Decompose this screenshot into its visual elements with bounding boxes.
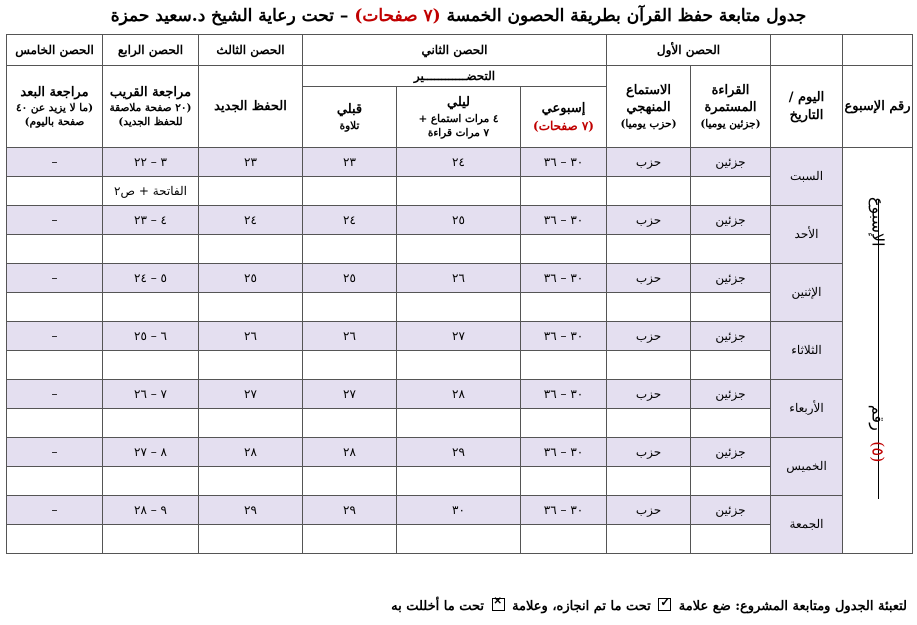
cell-blank (691, 409, 771, 438)
cell-blank (199, 409, 303, 438)
tracking-table (6, 34, 913, 554)
cell-reading: جزئين (691, 496, 771, 525)
cell-blank (303, 409, 397, 438)
day-cell: الأحد (771, 206, 843, 264)
cell-blank (199, 351, 303, 380)
cell-blank (397, 293, 521, 322)
table-row (7, 380, 913, 409)
cell-blank (7, 293, 103, 322)
cell-blank (303, 235, 397, 264)
footer-text-2: تحت ما تم انجازه، وعلامة (512, 599, 651, 614)
cell-weekly: ٣٠ – ٣٦ (521, 148, 607, 177)
cell-blank (521, 235, 607, 264)
cell-listening: حزب (607, 148, 691, 177)
cell-blank (607, 525, 691, 554)
table-row (7, 206, 913, 235)
day-cell: السبت (771, 148, 843, 206)
cell-blank (691, 525, 771, 554)
cell-blank (607, 467, 691, 496)
cell-blank (691, 235, 771, 264)
cell-before: ٢٣ (303, 148, 397, 177)
cell-blank (397, 525, 521, 554)
cell-blank (691, 293, 771, 322)
cell-near: ٨ – ٢٧ (103, 438, 199, 467)
day-cell: الإثنين (771, 264, 843, 322)
header-far-review: مراجعة البعد (ما لا يزيد عن ٤٠ صفحة باليوم) (7, 66, 103, 148)
title-pages: (٧ صفحات) (354, 6, 441, 26)
crossmark-box-icon (492, 598, 505, 611)
cell-blank (607, 235, 691, 264)
header-day: اليوم / التاريخ (771, 66, 843, 148)
cell-new: ٢٩ (199, 496, 303, 525)
cell-far: – (7, 206, 103, 235)
cell-blank (521, 177, 607, 206)
cell-far: – (7, 438, 103, 467)
table-row (7, 438, 913, 467)
cell-weekly: ٣٠ – ٣٦ (521, 322, 607, 351)
cell-near: ٥ – ٢٤ (103, 264, 199, 293)
header-blank-week (843, 35, 913, 66)
cell-near: ٤ – ٢٣ (103, 206, 199, 235)
cell-blank (7, 409, 103, 438)
day-cell: الأربعاء (771, 380, 843, 438)
cell-nightly: ٢٥ (397, 206, 521, 235)
cell-nightly: ٣٠ (397, 496, 521, 525)
page-title (0, 3, 917, 29)
cell-blank (521, 525, 607, 554)
cell-far: – (7, 380, 103, 409)
cell-before: ٢٧ (303, 380, 397, 409)
cell-far: – (7, 322, 103, 351)
cell-blank (607, 293, 691, 322)
cell-listening: حزب (607, 322, 691, 351)
cell-far: – (7, 148, 103, 177)
cell-blank (7, 235, 103, 264)
cell-blank (303, 293, 397, 322)
header-prep: التحضــــــــــــير (303, 66, 607, 87)
cell-reading: جزئين (691, 438, 771, 467)
cell-blank (303, 525, 397, 554)
cell-blank (691, 351, 771, 380)
cell-blank (521, 351, 607, 380)
cell-nightly: ٢٤ (397, 148, 521, 177)
cell-extra-note (103, 235, 199, 264)
header-new-memo: الحفظ الجديد (199, 66, 303, 148)
cell-blank (397, 467, 521, 496)
cell-weekly: ٣٠ – ٣٦ (521, 438, 607, 467)
cell-far: – (7, 264, 103, 293)
header-blank-day (771, 35, 843, 66)
cell-weekly: ٣٠ – ٣٦ (521, 380, 607, 409)
cell-before: ٢٦ (303, 322, 397, 351)
cell-blank (303, 351, 397, 380)
day-cell: الجمعة (771, 496, 843, 554)
header-fort4: الحصن الرابع (103, 35, 199, 66)
cell-new: ٢٧ (199, 380, 303, 409)
header-fort1: الحصن الأول (607, 35, 771, 66)
cell-listening: حزب (607, 496, 691, 525)
cell-blank (199, 235, 303, 264)
cell-before: ٢٤ (303, 206, 397, 235)
day-cell: الثلاثاء (771, 322, 843, 380)
cell-before: ٢٩ (303, 496, 397, 525)
cell-nightly: ٢٩ (397, 438, 521, 467)
cell-blank (7, 525, 103, 554)
header-before: قبلي تلاوة (303, 87, 397, 148)
cell-new: ٢٣ (199, 148, 303, 177)
week-label-bottom: رقم (868, 404, 888, 431)
cell-blank (607, 351, 691, 380)
footer-text-3: تحت ما أخللت به (391, 599, 484, 614)
cell-reading: جزئين (691, 322, 771, 351)
cell-extra-note: الفاتحة + ص٢ (103, 177, 199, 206)
cell-blank (7, 351, 103, 380)
cell-blank (521, 293, 607, 322)
cell-near: ٦ – ٢٥ (103, 322, 199, 351)
cell-before: ٢٥ (303, 264, 397, 293)
cell-weekly: ٣٠ – ٣٦ (521, 496, 607, 525)
cell-far: – (7, 496, 103, 525)
footer-text-1: لتعبئة الجدول ومتابعة المشروع: ضع علامة (678, 599, 907, 614)
cell-extra-note (103, 525, 199, 554)
header-nightly: ليلي ٤ مرات استماع + ٧ مرات قراءة (397, 87, 521, 148)
header-fort5: الحصن الخامس (7, 35, 103, 66)
cell-weekly: ٣٠ – ٣٦ (521, 206, 607, 235)
header-weekly: إسبوعي (٧ صفحات) (521, 87, 607, 148)
cell-nightly: ٢٦ (397, 264, 521, 293)
header-fort2: الحصن الثاني (303, 35, 607, 66)
cell-blank (607, 177, 691, 206)
cell-blank (397, 235, 521, 264)
table-row (7, 264, 913, 293)
cell-nightly: ٢٧ (397, 322, 521, 351)
cell-weekly: ٣٠ – ٣٦ (521, 264, 607, 293)
cell-blank (397, 351, 521, 380)
cell-reading: جزئين (691, 148, 771, 177)
week-cell (843, 148, 913, 554)
table-row (7, 148, 913, 177)
week-label-top: الإسبوع (868, 196, 888, 247)
cell-blank (303, 467, 397, 496)
cell-blank (521, 467, 607, 496)
cell-listening: حزب (607, 380, 691, 409)
cell-blank (691, 467, 771, 496)
cell-blank (521, 409, 607, 438)
cell-blank (199, 525, 303, 554)
title-main: جدول متابعة حفظ القرآن بطريقة الحصون الخمسة (446, 6, 807, 26)
cell-listening: حزب (607, 438, 691, 467)
cell-blank (199, 467, 303, 496)
cell-extra-note (103, 467, 199, 496)
cell-new: ٢٥ (199, 264, 303, 293)
cell-blank (607, 409, 691, 438)
cell-near: ٣ – ٢٢ (103, 148, 199, 177)
cell-extra-note (103, 351, 199, 380)
cell-blank (7, 177, 103, 206)
cell-blank (397, 177, 521, 206)
week-number: (٥) (868, 440, 888, 462)
cell-near: ٩ – ٢٨ (103, 496, 199, 525)
cell-reading: جزئين (691, 380, 771, 409)
cell-blank (199, 177, 303, 206)
cell-extra-note (103, 409, 199, 438)
table-row (7, 322, 913, 351)
cell-blank (303, 177, 397, 206)
cell-reading: جزئين (691, 206, 771, 235)
cell-nightly: ٢٨ (397, 380, 521, 409)
header-week: رقم الإسبوع (843, 66, 913, 148)
cell-listening: حزب (607, 206, 691, 235)
checkmark-box-icon (658, 598, 671, 611)
cell-listening: حزب (607, 264, 691, 293)
cell-blank (397, 409, 521, 438)
title-sponsor: – تحت رعاية الشيخ د.سعيد حمزة (110, 6, 349, 26)
cell-extra-note (103, 293, 199, 322)
cell-blank (7, 467, 103, 496)
cell-new: ٢٤ (199, 206, 303, 235)
day-cell: الخميس (771, 438, 843, 496)
header-fort3: الحصن الثالث (199, 35, 303, 66)
cell-before: ٢٨ (303, 438, 397, 467)
cell-reading: جزئين (691, 264, 771, 293)
footer-instructions (391, 598, 907, 614)
cell-new: ٢٦ (199, 322, 303, 351)
cell-new: ٢٨ (199, 438, 303, 467)
table-row (7, 496, 913, 525)
header-reading: القراءة المستمرة (جزئين يوميا) (691, 66, 771, 148)
cell-near: ٧ – ٢٦ (103, 380, 199, 409)
cell-blank (691, 177, 771, 206)
cell-blank (199, 293, 303, 322)
header-near-review: مراجعة القريب (٢٠ صفحة ملاصقة للحفظ الجديد) (103, 66, 199, 148)
header-listening: الاستماع المنهجي (حزب يوميا) (607, 66, 691, 148)
